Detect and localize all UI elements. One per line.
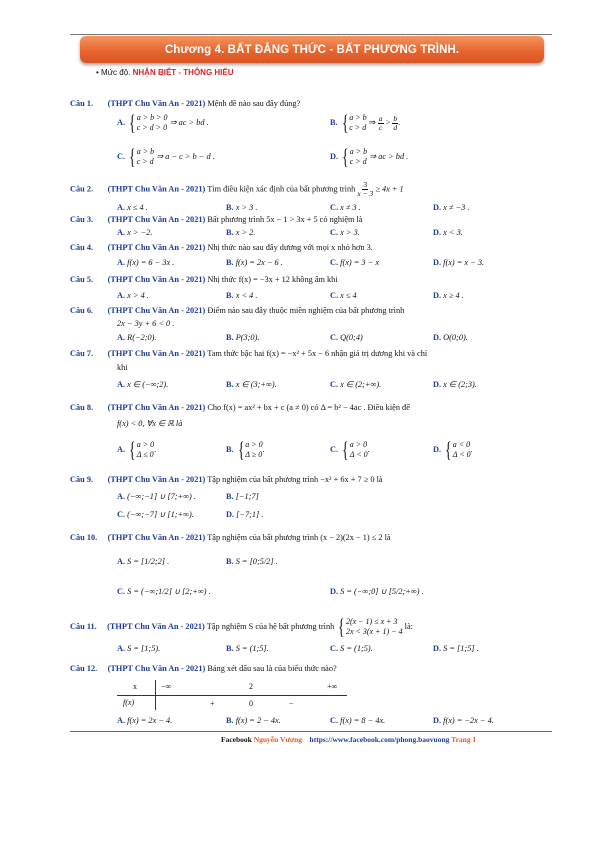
chapter-banner xyxy=(80,36,544,63)
q8-option-d[interactable]: D. { a < 0 Δ < 0 . xyxy=(433,437,473,462)
q12-option-a[interactable]: A. f(x) = 2x − 4. xyxy=(117,716,173,725)
q8-option-b[interactable]: B. { a > 0 Δ ≥ 0 . xyxy=(226,437,265,462)
q10-option-b[interactable]: B. S = [0;5/2] . xyxy=(226,557,278,566)
q10-option-a[interactable]: A. S = [1/2;2] . xyxy=(117,557,170,566)
q11-option-b[interactable]: B. S = (1;5]. xyxy=(226,644,269,653)
q4-option-c[interactable]: C. f(x) = 3 − x xyxy=(330,258,379,267)
q3-option-b[interactable]: B. x > 2. xyxy=(226,228,256,237)
q2-option-c[interactable]: C. x ≠ 3 . xyxy=(330,203,361,212)
question-3: Câu 3. (THPT Chu Văn An - 2021) Bất phương trình 5x − 1 > 3x + 5 có nghiệm là xyxy=(70,215,363,224)
q11-option-a[interactable]: A. S = [1;5). xyxy=(117,644,161,653)
q1-option-c[interactable]: C. { a > b c > d ⇒ a − c > b − d . xyxy=(117,144,215,169)
q9-option-a[interactable]: A. (−∞;−1] ∪ [7;+∞) . xyxy=(117,492,196,501)
q7-option-d[interactable]: D. x ∈ (2;3). xyxy=(433,380,477,389)
q9-option-b[interactable]: B. [−1;7] xyxy=(226,492,259,501)
q8-option-a[interactable]: A. { a > 0 Δ ≤ 0 . xyxy=(117,437,157,462)
q8-condition: f(x) < 0, ∀x ∈ ℝ là xyxy=(117,419,183,428)
q12-option-d[interactable]: D. f(x) = −2x − 4. xyxy=(433,716,494,725)
page-number: Trang 1 xyxy=(451,735,477,744)
q5-option-c[interactable]: C. x ≤ 4 xyxy=(330,291,357,300)
q2-option-b[interactable]: B. x > 3 . xyxy=(226,203,258,212)
q9-option-c[interactable]: C. (−∞;−7] ∪ [1;+∞). xyxy=(117,510,194,519)
q6-option-a[interactable]: A. R(−2;0). xyxy=(117,333,157,342)
q10-option-d[interactable]: D. S = (−∞;0] ∪ [5/2;+∞) . xyxy=(330,587,424,596)
q6-option-d[interactable]: D. O(0;0). xyxy=(433,333,468,342)
q5-option-b[interactable]: B. x < 4 . xyxy=(226,291,258,300)
difficulty-level: • Mức độ. NHẬN BIẾT - THÔNG HIỂU xyxy=(96,68,234,77)
q6-option-c[interactable]: C. Q(0;4) xyxy=(330,333,363,342)
q7-option-c[interactable]: C. x ∈ (2;+∞). xyxy=(330,380,382,389)
q2-options[interactable]: A. x ≤ 4 . xyxy=(117,203,148,212)
question-11: Câu 11. (THPT Chu Văn An - 2021) Tập nghiệm S của hệ bất phương trình { 2(x − 1) ≤ x + 3 2x < 3(x + 1) − 4 là: xyxy=(70,614,413,639)
q6-option-b[interactable]: B. P(3;0). xyxy=(226,333,260,342)
question-5: Câu 5. (THPT Chu Văn An - 2021) Nhị thức f(x) = −3x + 12 không âm khi xyxy=(70,275,338,284)
question-6: Câu 6. (THPT Chu Văn An - 2021) Điểm nào sau đây thuộc miền nghiệm của bất phương trình xyxy=(70,306,405,315)
question-2: Câu 2. (THPT Chu Văn An - 2021) Tìm điều kiện xác định của bất phương trình $\frac{3}{x - 3}$ ≥ 4x + 1 xyxy=(70,180,404,198)
question-12: Câu 12. (THPT Chu Văn An - 2021) Bảng xét dấu sau là của biểu thức nào? xyxy=(70,664,337,673)
question-10: Câu 10. (THPT Chu Văn An - 2021) Tập nghiệm của bất phương trình (x − 2)(2x − 1) ≤ 2 là xyxy=(70,533,391,542)
q3-option-d[interactable]: D. x < 3. xyxy=(433,228,463,237)
q9-option-d[interactable]: D. [−7;1] . xyxy=(226,510,264,519)
page-footer: Facebook Nguyễn Vương https://www.facebook.com/phong.baovuong Trang 1 xyxy=(221,735,477,744)
q2-option-d[interactable]: D. x ≠ −3 . xyxy=(433,203,470,212)
q8-option-c[interactable]: C. { a > 0 Δ < 0 . xyxy=(330,437,370,462)
q7-continuation: khi xyxy=(117,363,128,372)
q6-inequality: 2x − 3y + 6 < 0 . xyxy=(117,319,175,328)
q7-option-a[interactable]: A. x ∈ (−∞;2). xyxy=(117,380,169,389)
q12-option-c[interactable]: C. f(x) = 8 − 4x. xyxy=(330,716,386,725)
q1-option-b[interactable]: B. { a > b c > d ⇒ $\frac{a}{c}$ > $\frac{b}{d}$ . xyxy=(330,110,401,135)
question-9: Câu 9. (THPT Chu Văn An - 2021) Tập nghiệm của bất phương trình −x² + 6x + 7 ≥ 0 là xyxy=(70,475,383,484)
question-1: Câu 1. (THPT Chu Văn An - 2021) Mệnh đề nào sau đây đúng? xyxy=(70,99,301,108)
question-7: Câu 7. (THPT Chu Văn An - 2021) Tam thức bậc hai f(x) = −x² + 5x − 6 nhận giá trị dương khi và chỉ xyxy=(70,349,428,358)
q7-option-b[interactable]: B. x ∈ (3;+∞). xyxy=(226,380,277,389)
question-4: Câu 4. (THPT Chu Văn An - 2021) Nhị thức nào sau đây dương với mọi x nhỏ hơn 3. xyxy=(70,243,373,252)
facebook-link[interactable]: https://www.facebook.com/phong.baovuong xyxy=(309,735,450,744)
q11-option-d[interactable]: D. S = [1;5] . xyxy=(433,644,479,653)
top-rule xyxy=(70,34,552,35)
q1-option-a[interactable]: A. { a > b > 0 c > d > 0 ⇒ ac > bd . xyxy=(117,110,209,135)
q1-option-d[interactable]: D. { a > b c > d ⇒ ac > bd . xyxy=(330,144,409,169)
q4-option-b[interactable]: B. f(x) = 2x − 6 . xyxy=(226,258,283,267)
q4-option-d[interactable]: D. f(x) = x − 3. xyxy=(433,258,485,267)
question-8: Câu 8. (THPT Chu Văn An - 2021) Cho f(x) = ax² + bx + c (a ≠ 0) có Δ = b² − 4ac . Điều kiện để xyxy=(70,403,410,412)
q5-option-a[interactable]: A. x > 4 . xyxy=(117,291,149,300)
q4-option-a[interactable]: A. f(x) = 6 − 3x . xyxy=(117,258,175,267)
q10-option-c[interactable]: C. S = (−∞;1/2] ∪ [2;+∞) . xyxy=(117,587,211,596)
chapter-title: Chương 4. BẤT ĐẲNG THỨC - BẤT PHƯƠNG TRÌNH. xyxy=(164,43,460,56)
q3-option-a[interactable]: A. x > −2. xyxy=(117,228,153,237)
q3-option-c[interactable]: C. x > 3. xyxy=(330,228,360,237)
sign-table: x −∞ 2 +∞ f(x) + 0 − xyxy=(117,680,347,710)
q5-option-d[interactable]: D. x ≥ 4 . xyxy=(433,291,464,300)
q11-option-c[interactable]: C. S = (1;5). xyxy=(330,644,373,653)
q12-option-b[interactable]: B. f(x) = 2 − 4x. xyxy=(226,716,281,725)
footer-rule xyxy=(70,731,552,732)
